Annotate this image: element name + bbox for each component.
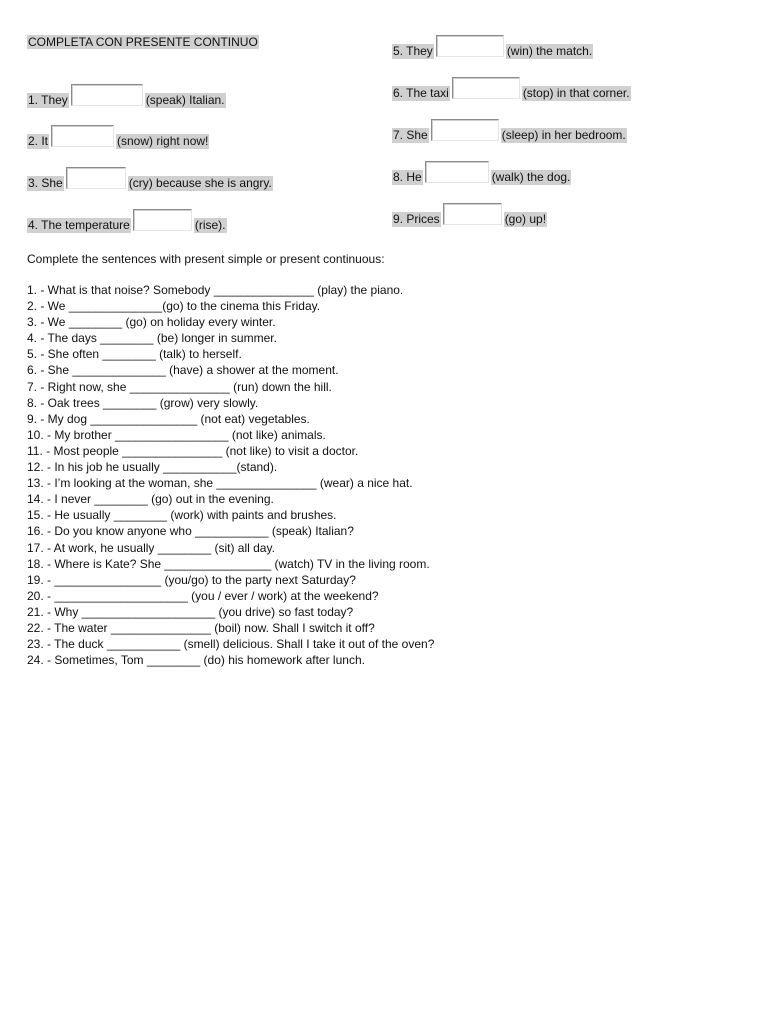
fill-in-suffix: (cry) because she is angry. — [128, 176, 272, 190]
answer-box-8[interactable] — [425, 161, 489, 183]
fill-in-item-1 — [27, 84, 226, 108]
fill-in-prefix: 6. The taxi — [393, 86, 449, 100]
sentence-item: 23. - The duck ___________ (smell) delicious. Shall I take it out of the oven? — [27, 637, 435, 652]
fill-in-item-3 — [27, 167, 273, 191]
sentence-item: 14. - I never ________ (go) out in the evening. — [27, 492, 274, 507]
fill-in-prefix: 2. It — [28, 134, 49, 148]
answer-box-4[interactable] — [133, 209, 192, 231]
sentence-item: 15. - He usually ________ (work) with paints and brushes. — [27, 508, 337, 523]
fill-in-prefix: 4. The temperature — [28, 218, 130, 232]
fill-in-suffix: (snow) right now! — [117, 134, 209, 148]
sentence-item: 22. - The water _______________ (boil) now. Shall I switch it off? — [27, 620, 375, 635]
answer-box-2[interactable] — [51, 125, 114, 147]
fill-in-suffix: (stop) in that corner. — [522, 86, 630, 100]
fill-in-suffix: (speak) Italian. — [145, 93, 225, 107]
sentence-item: 20. - ____________________ (you / ever / work) at the weekend? — [27, 588, 379, 603]
answer-box-7[interactable] — [431, 119, 499, 141]
fill-in-item-7 — [392, 119, 627, 143]
sentence-list — [27, 282, 434, 668]
fill-in-prefix: 1. They — [28, 93, 68, 107]
sentence-item: 5. - She often ________ (talk) to herself. — [27, 347, 242, 362]
sentence-item: 6. - She ______________ (have) a shower at the moment. — [27, 363, 339, 378]
sentence-item: 21. - Why ____________________ (you drive) so fast today? — [27, 604, 354, 619]
answer-box-1[interactable] — [71, 84, 143, 106]
sentence-item: 11. - Most people _______________ (not like) to visit a doctor. — [27, 443, 359, 458]
exercise-instructions: Complete the sentences with present simple or present continuous: — [27, 252, 385, 266]
fill-in-prefix: 7. She — [393, 128, 428, 142]
fill-in-prefix: 3. She — [28, 176, 63, 190]
sentence-item: 7. - Right now, she _______________ (run) down the hill. — [27, 379, 332, 394]
fill-in-suffix: (rise). — [194, 218, 226, 232]
sentence-item: 19. - ________________ (you/go) to the party next Saturday? — [27, 572, 356, 587]
sentence-item: 16. - Do you know anyone who ___________ (speak) Italian? — [27, 524, 354, 539]
fill-in-prefix: 8. He — [393, 170, 422, 184]
sentence-item: 18. - Where is Kate? She ________________ (watch) TV in the living room. — [27, 556, 430, 571]
sentence-item: 8. - Oak trees ________ (grow) very slowly. — [27, 395, 259, 410]
sentence-item: 13. - I’m looking at the woman, she _______________ (wear) a nice hat. — [27, 476, 413, 491]
fill-in-item-9 — [392, 203, 547, 227]
sentence-item: 9. - My dog ________________ (not eat) vegetables. — [27, 411, 310, 426]
sentence-item: 17. - At work, he usually ________ (sit) all day. — [27, 540, 275, 555]
fill-in-suffix: (go) up! — [504, 212, 547, 226]
fill-in-item-5 — [392, 35, 593, 59]
answer-box-9[interactable] — [443, 203, 502, 225]
answer-box-6[interactable] — [452, 77, 520, 99]
answer-box-3[interactable] — [66, 167, 126, 189]
fill-in-suffix: (walk) the dog. — [491, 170, 571, 184]
fill-in-prefix: 5. They — [393, 44, 433, 58]
fill-in-item-6 — [392, 77, 631, 101]
fill-in-item-2 — [27, 125, 209, 149]
sentence-item: 4. - The days ________ (be) longer in summer. — [27, 331, 277, 346]
sentence-item: 1. - What is that noise? Somebody _______________ (play) the piano. — [27, 283, 404, 297]
fill-in-item-4 — [27, 209, 227, 233]
fill-in-suffix: (win) the match. — [506, 44, 593, 58]
fill-in-prefix: 9. Prices — [393, 212, 440, 226]
sentence-item: 12. - In his job he usually ___________(stand). — [27, 460, 278, 475]
worksheet-title-text: COMPLETA CON PRESENTE CONTINUO — [28, 35, 258, 49]
sentence-item: 2. - We ______________(go) to the cinema this Friday. — [27, 299, 321, 314]
worksheet-title — [27, 35, 259, 50]
sentence-item: 24. - Sometimes, Tom ________ (do) his homework after lunch. — [27, 653, 365, 668]
fill-in-item-8 — [392, 161, 571, 185]
answer-box-5[interactable] — [436, 35, 504, 57]
sentence-item: 3. - We ________ (go) on holiday every winter. — [27, 315, 276, 330]
sentence-item: 10. - My brother _________________ (not like) animals. — [27, 427, 326, 442]
fill-in-suffix: (sleep) in her bedroom. — [501, 128, 626, 142]
